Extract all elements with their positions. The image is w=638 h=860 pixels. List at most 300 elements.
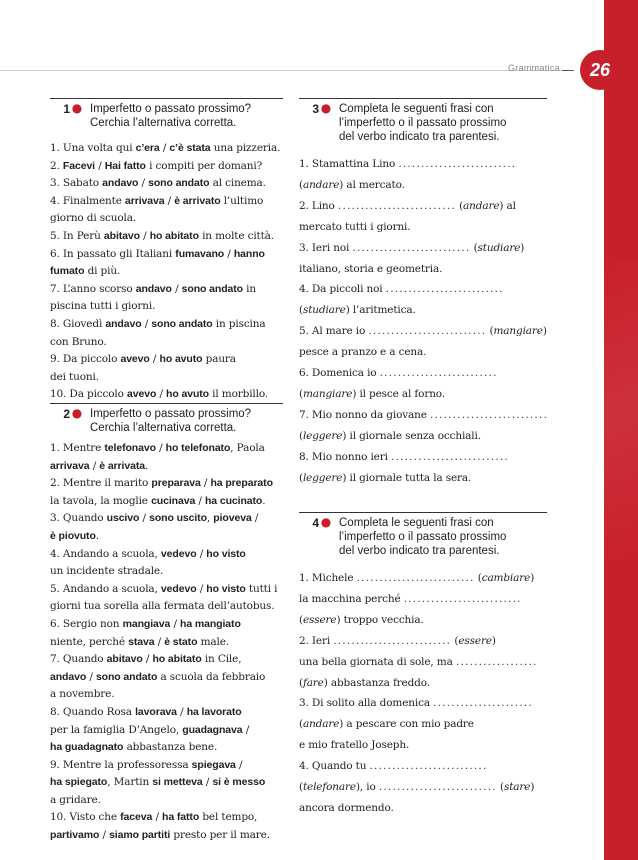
- verb-hint: leggere: [302, 471, 343, 484]
- title-line: Completa le seguenti frasi con: [339, 103, 494, 115]
- line-text: 3. Di solito alla domenica: [299, 697, 434, 710]
- answer-option[interactable]: sono andato: [148, 177, 210, 190]
- line-text: 1. Mentre: [50, 442, 105, 454]
- line-text: 10. Visto che: [50, 811, 121, 824]
- answer-option[interactable]: si metteva: [152, 776, 203, 789]
- line-text: 4. Quando tu: [299, 760, 370, 773]
- exercise-line: [299, 279, 547, 300]
- exercise-line: [299, 568, 547, 589]
- line-text: /: [200, 477, 211, 490]
- line-text: /: [242, 723, 250, 736]
- line-text: al cinema.: [209, 177, 266, 190]
- exercise-title: [84, 404, 251, 435]
- line-text: /: [196, 547, 207, 560]
- line-text: a scuola da febbraio: [157, 670, 266, 683]
- answer-option[interactable]: fumavano: [175, 247, 225, 260]
- title-line: Imperfetto o passato prossimo?: [90, 103, 252, 115]
- line-text: /: [224, 247, 234, 260]
- exercise-line: [299, 342, 547, 363]
- title-line: l’imperfetto o il passato prossimo: [339, 531, 507, 543]
- answer-option[interactable]: è piovuto: [50, 529, 96, 542]
- verb-hint: andare: [302, 718, 340, 731]
- exercise-line: [299, 714, 547, 735]
- exercise-line: [50, 334, 285, 352]
- exercise-3-header: [299, 98, 547, 144]
- exercise-line: [50, 351, 285, 369]
- exercise-2-body: [50, 440, 285, 845]
- answer-option[interactable]: ha guadagnato: [50, 741, 124, 754]
- exercise-line: [50, 757, 285, 775]
- line-text: (: [299, 613, 303, 626]
- line-text: 1. Stamattina Lino: [299, 158, 399, 170]
- line-text: ) il giornale tutta la sera.: [342, 471, 472, 484]
- answer-blank[interactable]: ..........................: [368, 325, 487, 338]
- page-number-badge: 26: [580, 50, 620, 90]
- line-text: con Bruno.: [50, 335, 107, 348]
- line-text: .: [262, 494, 266, 507]
- exercise-line: [299, 321, 547, 342]
- line-text: 6. Sergio non: [50, 617, 123, 630]
- answer-option[interactable]: è stato: [164, 635, 198, 648]
- answer-option[interactable]: ha mangiato: [180, 617, 241, 630]
- line-text: (: [299, 178, 303, 191]
- line-text: /: [235, 758, 243, 771]
- line-text: in Cile,: [201, 653, 242, 666]
- line-text: 7. L’anno scorso: [50, 282, 136, 295]
- exercise-number: 4: [312, 516, 319, 530]
- exercise-line: [50, 598, 285, 616]
- answer-blank[interactable]: ..........................: [356, 572, 475, 584]
- line-text: (: [474, 572, 482, 584]
- line-text: 4. Finalmente: [50, 194, 125, 207]
- exercise-line: [299, 300, 547, 321]
- verb-hint: mangiare: [302, 387, 353, 400]
- answer-option[interactable]: avevo: [126, 388, 157, 401]
- line-text: /: [196, 582, 207, 595]
- exercise-line: [50, 175, 285, 193]
- answer-option[interactable]: ho avuto: [166, 388, 209, 401]
- answer-option[interactable]: sono andato: [181, 282, 243, 295]
- line-text: dei tuoni.: [50, 370, 99, 383]
- line-text: /: [159, 142, 170, 154]
- line-text: ): [542, 325, 547, 338]
- exercise-line: [299, 238, 547, 259]
- line-text: , Martin: [107, 776, 153, 789]
- line-text: ) il giornale senza occhiali.: [342, 429, 481, 442]
- answer-option[interactable]: pioveva: [213, 512, 252, 525]
- line-text: 2.: [50, 159, 63, 172]
- line-text: 10. Da piccolo: [50, 388, 127, 401]
- exercise-line: [50, 281, 285, 299]
- exercise-line: [50, 228, 285, 246]
- verb-hint: studiare: [302, 304, 346, 317]
- answer-option[interactable]: ho visto: [206, 582, 246, 595]
- answer-option[interactable]: ha preparato: [210, 477, 273, 490]
- answer-option[interactable]: sono andato: [95, 670, 158, 683]
- line-text: 3. Sabato: [50, 177, 103, 190]
- answer-blank[interactable]: ..........................: [379, 367, 498, 380]
- line-text: /: [139, 512, 150, 525]
- line-text: /: [155, 442, 166, 454]
- line-text: /: [95, 159, 105, 172]
- line-text: (: [299, 429, 303, 442]
- line-text: ) troppo vecchia.: [336, 613, 424, 626]
- answer-option[interactable]: partivamo: [50, 829, 100, 842]
- line-text: (: [299, 781, 303, 794]
- exercise-number: 2: [63, 407, 70, 421]
- line-text: tutti i: [245, 582, 278, 595]
- exercise-line: [50, 774, 285, 792]
- answer-option[interactable]: faceva: [120, 811, 153, 824]
- answer-option[interactable]: Hai fatto: [104, 159, 146, 172]
- line-text: 6. In passato gli Italiani: [50, 247, 176, 260]
- verb-hint: cambiare: [481, 572, 531, 584]
- answer-option[interactable]: mangiava: [122, 617, 171, 630]
- exercise-line: [50, 369, 285, 387]
- exercise-line: [50, 809, 285, 827]
- answer-option[interactable]: siamo partiti: [109, 829, 171, 842]
- exercise-line: [299, 693, 547, 714]
- verb-hint: fare: [302, 676, 324, 689]
- line-text: /: [251, 512, 259, 525]
- line-text: 5. Andando a scuola,: [50, 582, 161, 595]
- line-text: .: [95, 529, 99, 542]
- exercise-line: [50, 193, 285, 211]
- line-text: ): [530, 781, 535, 794]
- answer-option[interactable]: andavo: [102, 177, 139, 190]
- line-text: ) l’aritmetica.: [345, 304, 416, 317]
- line-text: i compiti per domani?: [145, 159, 263, 172]
- answer-option[interactable]: spiegava: [191, 758, 236, 771]
- line-text: 1. Una volta qui: [50, 142, 136, 154]
- answer-option[interactable]: arrivava: [50, 459, 90, 472]
- answer-option[interactable]: ha fatto: [162, 811, 200, 824]
- line-text: paura: [202, 353, 236, 366]
- line-text: ,: [206, 512, 214, 525]
- answer-option[interactable]: c’è stata: [169, 142, 211, 154]
- answer-option[interactable]: si è messo: [212, 776, 266, 789]
- exercise-1-body: [50, 140, 285, 404]
- line-text: in: [242, 282, 256, 295]
- exercise-line: [299, 363, 547, 384]
- exercise-line: [50, 493, 285, 511]
- answer-option[interactable]: guadagnava: [182, 723, 243, 736]
- exercise-line: [299, 447, 547, 468]
- line-text: in molte città.: [198, 229, 274, 242]
- line-text: ) al mercato.: [339, 178, 405, 191]
- top-rule: [0, 70, 562, 71]
- answer-option[interactable]: andavo: [105, 317, 142, 330]
- exercise-line: [50, 634, 285, 652]
- exercise-line: [50, 210, 285, 228]
- line-text: per la famiglia D’Angelo,: [50, 723, 183, 736]
- section-label: Grammatica: [507, 63, 560, 73]
- answer-option[interactable]: abitavo: [106, 653, 143, 666]
- line-text: /: [86, 670, 96, 683]
- answer-blank[interactable]: ..........................: [385, 283, 504, 296]
- line-text: (: [455, 199, 464, 212]
- exercise-title: [333, 99, 506, 144]
- answer-blank[interactable]: ..........................: [352, 241, 471, 254]
- answer-option[interactable]: fumato: [50, 265, 85, 278]
- answer-option[interactable]: vedevo: [160, 582, 197, 595]
- line-text: , Paola: [230, 442, 265, 454]
- red-side-bar: [604, 0, 638, 860]
- red-dot-icon: ●: [320, 101, 332, 115]
- answer-option[interactable]: ha lavorato: [186, 705, 242, 718]
- line-text: a novembre.: [50, 688, 115, 701]
- answer-option[interactable]: andavo: [50, 670, 87, 683]
- line-text: ) al: [499, 199, 516, 212]
- line-text: di più.: [84, 265, 121, 278]
- line-text: ): [530, 572, 535, 584]
- line-text: /: [156, 388, 167, 401]
- line-text: 8. Giovedì: [50, 317, 106, 330]
- answer-option[interactable]: c’era: [135, 142, 160, 154]
- exercise-4-header: [299, 512, 547, 558]
- line-text: /: [195, 494, 205, 507]
- exercise-line: [50, 704, 285, 722]
- exercise-line: [50, 546, 285, 564]
- line-text: 5. In Perù: [50, 229, 104, 242]
- exercise-title: [84, 99, 251, 130]
- answer-blank[interactable]: ..........................: [430, 408, 549, 421]
- line-text: /: [176, 705, 187, 718]
- line-text: ), io: [355, 781, 379, 794]
- exercise-line: [50, 246, 285, 264]
- exercise-line: [299, 175, 547, 196]
- line-text: e mio fratello Joseph.: [299, 739, 410, 752]
- verb-hint: telefonare: [302, 781, 356, 794]
- answer-option[interactable]: ho avuto: [159, 353, 203, 366]
- line-text: 2. Mentre il marito: [50, 477, 152, 490]
- line-text: (: [299, 304, 303, 317]
- line-text: /: [171, 282, 182, 295]
- exercise-line: [50, 686, 285, 704]
- exercise-line: [50, 386, 285, 404]
- line-text: 2. Lino: [299, 199, 338, 212]
- line-text: /: [139, 229, 150, 242]
- answer-option[interactable]: è arrivato: [174, 194, 221, 207]
- line-text: .: [144, 459, 149, 472]
- red-dot-icon: ●: [320, 515, 332, 529]
- answer-option[interactable]: Facevi: [62, 159, 95, 172]
- line-text: 6. Domenica io: [299, 367, 380, 380]
- answer-option[interactable]: ha cucinato: [204, 494, 263, 507]
- exercise-line: [50, 316, 285, 334]
- line-text: niente, perché: [50, 635, 129, 648]
- line-text: l’ultimo: [220, 194, 264, 207]
- answer-blank[interactable]: ..........................: [403, 592, 522, 605]
- exercise-number: 3: [312, 102, 319, 116]
- answer-option[interactable]: vedevo: [160, 547, 197, 560]
- title-line: Imperfetto o passato prossimo?: [90, 408, 252, 420]
- red-dot-icon: ●: [71, 101, 83, 115]
- line-text: (: [451, 634, 459, 647]
- exercise-line: [50, 475, 285, 493]
- line-text: mercato tutti i giorni.: [299, 220, 411, 233]
- exercise-line: [50, 669, 285, 687]
- line-text: la macchina perché: [299, 592, 404, 605]
- answer-option[interactable]: avevo: [120, 353, 150, 366]
- exercise-line: [50, 458, 285, 476]
- line-text: presto per il mare.: [170, 829, 270, 842]
- line-text: un incidente stradale.: [50, 565, 164, 578]
- verb-hint: leggere: [302, 429, 343, 442]
- exercise-3-body: [299, 154, 547, 489]
- exercise-line: [299, 631, 547, 652]
- exercise-line: [50, 140, 285, 158]
- line-text: 9. Da piccolo: [50, 353, 121, 366]
- title-line: l’imperfetto o il passato prossimo: [339, 117, 507, 129]
- line-text: 3. Quando: [50, 512, 107, 525]
- answer-blank[interactable]: ..........................: [378, 781, 497, 794]
- line-text: 2. Ieri: [299, 634, 334, 647]
- line-text: (: [299, 676, 303, 689]
- title-line: Completa le seguenti frasi con: [339, 517, 494, 529]
- answer-option[interactable]: abitavo: [103, 229, 140, 242]
- line-text: 1. Michele: [299, 572, 357, 584]
- line-text: 7. Mio nonno da giovane: [299, 408, 431, 421]
- verb-hint: essere: [458, 634, 492, 647]
- line-text: 7. Quando: [50, 653, 107, 666]
- answer-blank[interactable]: ..........................: [333, 634, 452, 647]
- exercise-line: [299, 589, 547, 610]
- answer-option[interactable]: telefonavo: [104, 442, 156, 454]
- line-text: giorno di scuola.: [50, 212, 137, 225]
- line-text: (: [299, 387, 303, 400]
- answer-blank[interactable]: ..........................: [337, 199, 456, 212]
- exercise-2-header: [50, 403, 283, 435]
- exercise-line: [299, 798, 547, 819]
- line-text: /: [152, 811, 163, 824]
- line-text: ) a pescare con mio padre: [339, 718, 474, 731]
- answer-option[interactable]: hanno: [233, 247, 265, 260]
- exercise-title: [333, 513, 506, 558]
- answer-option[interactable]: ha spiegato: [50, 776, 108, 789]
- answer-blank[interactable]: ......................: [433, 697, 533, 710]
- line-text: 8. Quando Rosa: [50, 705, 136, 718]
- exercise-line: [50, 298, 285, 316]
- line-text: ancora dormendo.: [299, 801, 394, 814]
- exercise-line: [50, 581, 285, 599]
- answer-option[interactable]: sono andato: [151, 317, 213, 330]
- line-text: /: [89, 459, 100, 472]
- answer-option[interactable]: ho telefonato: [165, 442, 231, 454]
- exercise-line: [50, 510, 285, 528]
- verb-hint: studiare: [477, 241, 521, 254]
- line-text: /: [154, 635, 165, 648]
- line-text: (: [470, 241, 478, 254]
- line-text: 4. Andando a scuola,: [50, 547, 161, 560]
- line-text: abbastanza bene.: [123, 741, 218, 754]
- line-text: /: [202, 776, 213, 789]
- line-text: ) il pesce al forno.: [352, 387, 445, 400]
- exercise-line: [299, 468, 547, 489]
- line-text: 3. Ieri noi: [299, 241, 353, 254]
- line-text: il morbillo.: [208, 388, 268, 401]
- title-line: Cerchia l’alternativa corretta.: [90, 117, 237, 129]
- exercise-line: [299, 610, 547, 631]
- exercise-line: [299, 259, 547, 280]
- line-text: /: [149, 353, 160, 366]
- line-text: /: [164, 194, 175, 207]
- line-text: /: [138, 177, 149, 190]
- exercise-line: [50, 440, 285, 458]
- answer-option[interactable]: cucinava: [151, 494, 196, 507]
- exercise-line: [299, 217, 547, 238]
- line-text: (: [299, 471, 303, 484]
- answer-blank[interactable]: ..........................: [398, 158, 517, 170]
- line-text: italiano, storia e geometria.: [299, 262, 443, 275]
- exercise-line: [50, 651, 285, 669]
- line-text: /: [99, 829, 110, 842]
- exercise-line: [50, 158, 285, 176]
- answer-option[interactable]: andavo: [135, 282, 172, 295]
- answer-option[interactable]: uscivo: [106, 512, 140, 525]
- exercise-4-body: [299, 568, 547, 819]
- line-text: ) abbastanza freddo.: [323, 676, 430, 689]
- answer-blank[interactable]: ..........................: [369, 760, 488, 773]
- verb-hint: stare: [503, 781, 531, 794]
- exercise-line: [299, 756, 547, 777]
- exercise-line: [299, 196, 547, 217]
- answer-option[interactable]: arrivava: [124, 194, 165, 207]
- answer-blank[interactable]: ..........................: [390, 450, 509, 463]
- title-line: Cerchia l’alternativa corretta.: [90, 422, 237, 434]
- verb-hint: essere: [302, 613, 337, 626]
- line-text: (: [496, 781, 504, 794]
- exercise-line: [50, 563, 285, 581]
- header-dash: [562, 70, 574, 71]
- line-text: /: [170, 617, 181, 630]
- exercise-line: [50, 739, 285, 757]
- answer-option[interactable]: sono uscito: [149, 512, 207, 525]
- exercise-line: [299, 154, 547, 175]
- line-text: 4. Da piccoli noi: [299, 283, 386, 296]
- answer-blank[interactable]: ..................: [455, 655, 538, 668]
- exercise-line: [299, 652, 547, 673]
- line-text: 8. Mio nonno ieri: [299, 450, 391, 463]
- line-text: una pizzeria.: [210, 142, 281, 154]
- answer-option[interactable]: preparava: [151, 477, 201, 490]
- line-text: in piscina: [212, 317, 266, 330]
- title-line: del verbo indicato tra parentesi.: [339, 545, 500, 557]
- verb-hint: andare: [302, 178, 340, 191]
- line-text: la tavola, la moglie: [50, 494, 152, 507]
- exercise-line: [50, 263, 285, 281]
- line-text: 5. Al mare io: [299, 325, 369, 338]
- answer-option[interactable]: ho visto: [206, 547, 246, 560]
- line-text: (: [299, 718, 303, 731]
- answer-option[interactable]: ho abitato: [152, 653, 202, 666]
- line-text: 9. Mentre la professoressa: [50, 758, 192, 771]
- answer-option[interactable]: ho abitato: [149, 229, 199, 242]
- line-text: ): [520, 241, 525, 254]
- exercise-line: [299, 735, 547, 756]
- exercise-line: [299, 384, 547, 405]
- answer-option[interactable]: lavorava: [135, 705, 177, 718]
- exercise-line: [299, 426, 547, 447]
- line-text: /: [141, 317, 152, 330]
- answer-option[interactable]: stava: [128, 635, 155, 648]
- exercise-line: [50, 792, 285, 810]
- verb-hint: mangiare: [493, 325, 543, 338]
- exercise-line: [50, 827, 285, 845]
- red-dot-icon: ●: [71, 406, 83, 420]
- line-text: una bella giornata di sole, ma: [299, 655, 456, 668]
- answer-option[interactable]: è arrivata: [99, 459, 145, 472]
